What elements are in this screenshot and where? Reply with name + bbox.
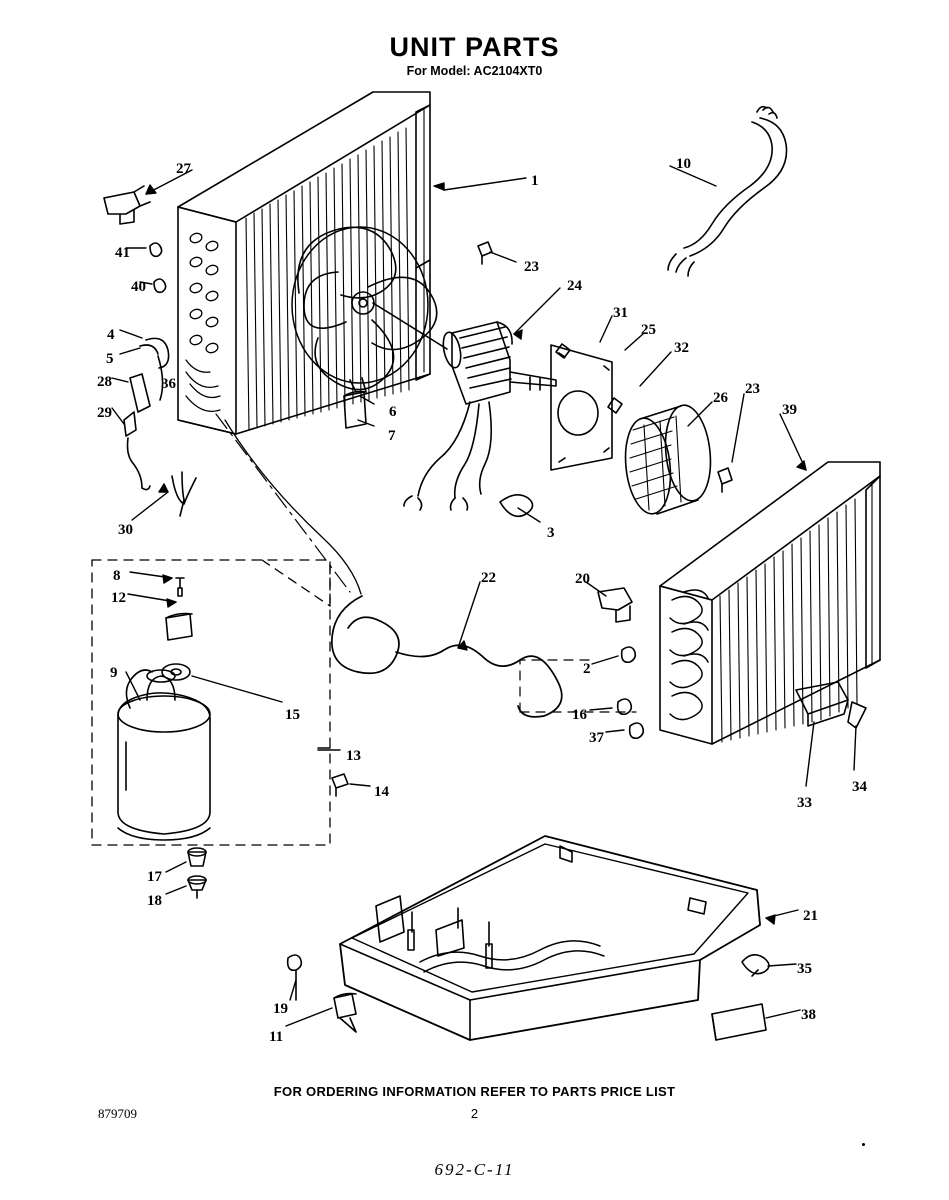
- callout-number: 36: [161, 376, 176, 392]
- callout-number: 28: [97, 374, 112, 390]
- callout-number: 23: [524, 259, 539, 275]
- callout-number: 21: [803, 908, 818, 924]
- callout-number: 37: [589, 730, 604, 746]
- callout-number: 16: [572, 707, 587, 723]
- callout-number: 8: [113, 568, 121, 584]
- callout-number: 18: [147, 893, 162, 909]
- callout-number: 23: [745, 381, 760, 397]
- callout-number: 26: [713, 390, 728, 406]
- callout-number: 35: [797, 961, 812, 977]
- callout-number: 30: [118, 522, 133, 538]
- callout-number: 34: [852, 779, 867, 795]
- page-number: 2: [470, 1106, 479, 1121]
- callout-number: 9: [110, 665, 118, 681]
- document-number: 879709: [98, 1106, 137, 1121]
- compressor-assembly: [92, 560, 348, 898]
- blower-wheel: [621, 403, 715, 516]
- callout-number: 27: [176, 161, 191, 177]
- callout-number: 10: [676, 156, 691, 172]
- callout-number: 20: [575, 571, 590, 587]
- callout-number: 6: [389, 404, 397, 420]
- page-speck: [862, 1143, 865, 1146]
- callout-number: 22: [481, 570, 496, 586]
- callout-number: 14: [374, 784, 389, 800]
- callout-number: 19: [273, 1001, 288, 1017]
- callout-number: 33: [797, 795, 812, 811]
- callout-number: 24: [567, 278, 582, 294]
- callout-number: 1: [531, 173, 539, 189]
- callout-number: 5: [106, 351, 114, 367]
- callout-number: 12: [111, 590, 126, 606]
- callout-number: 11: [269, 1029, 284, 1045]
- model-subtitle: For Model: AC2104XT0: [406, 64, 543, 78]
- ordering-note: FOR ORDERING INFORMATION REFER TO PARTS PRICE LIST: [273, 1084, 676, 1099]
- callout-number: 2: [583, 661, 591, 677]
- base-pan: [340, 836, 760, 1040]
- callout-number: 25: [641, 322, 656, 338]
- callout-number: 15: [285, 707, 300, 723]
- callout-number: 41: [115, 245, 130, 261]
- motor-mount-plate: [551, 344, 622, 470]
- page-title: UNIT PARTS: [389, 32, 560, 62]
- callout-number: 31: [613, 305, 628, 321]
- callout-number: 3: [547, 525, 555, 541]
- callout-number: 13: [346, 748, 361, 764]
- callout-number: 7: [388, 428, 396, 444]
- callout-number: 4: [107, 327, 115, 343]
- callout-number: 29: [97, 405, 112, 421]
- condenser-coil-top: [178, 92, 430, 434]
- callout-number: 38: [801, 1007, 816, 1023]
- callout-number: 40: [131, 279, 146, 295]
- callout-number: 39: [782, 402, 797, 418]
- handwritten-annotation: 692-C-11: [434, 1160, 515, 1179]
- callout-number: 32: [674, 340, 689, 356]
- fan-motor: [404, 322, 556, 510]
- callout-number: 17: [147, 869, 162, 885]
